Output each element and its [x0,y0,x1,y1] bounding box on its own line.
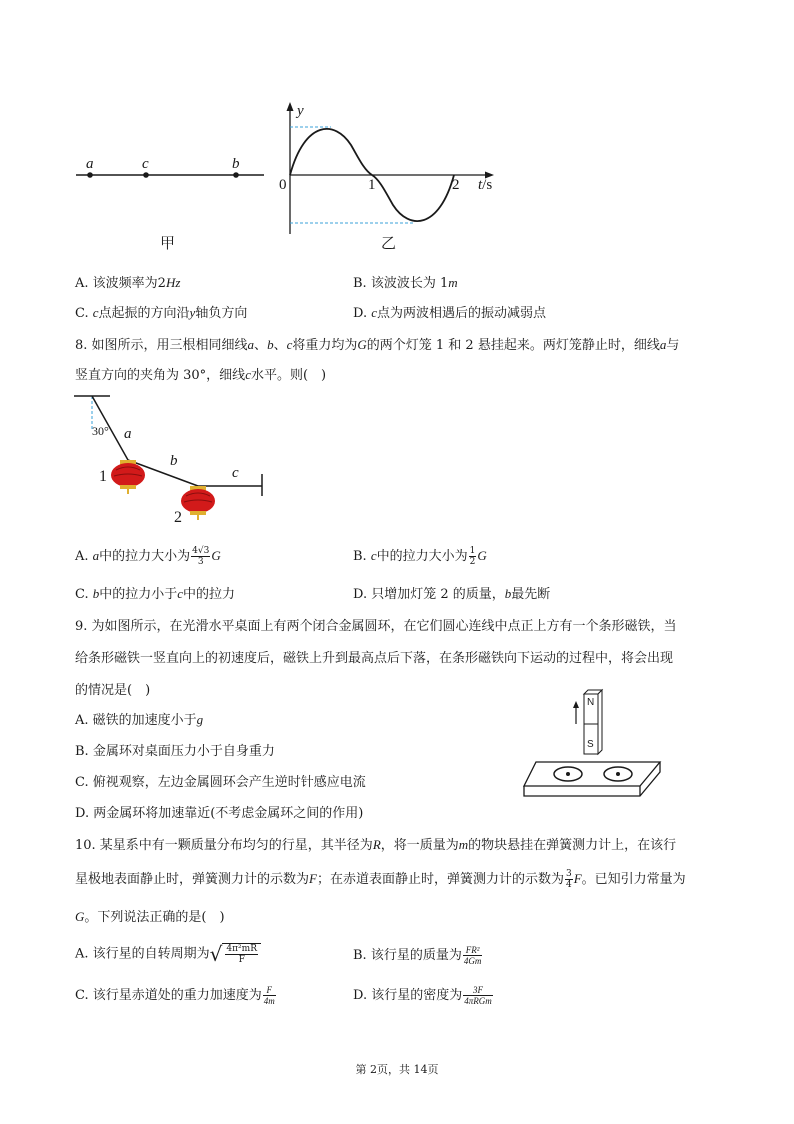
q7-b-text: B. 该波波长为 1 [353,276,449,291]
q10-stem-line2 [75,868,686,890]
figure-jia [70,150,270,200]
q7-c-var2: y [189,305,196,320]
label-b: b [232,156,240,172]
q10-option-b [353,944,483,966]
q7-d-var: c [371,305,378,320]
q10-stem-line1 [75,834,676,853]
q8-b-den: 2 [469,557,476,567]
q10-frac [565,869,573,890]
q7-c-mid: 点起振的方向沿 [98,306,190,321]
q7-c-post: 轴负方向 [195,306,248,321]
q8-var-c: c [286,337,293,352]
q7-option-d [353,302,546,321]
tick-1: 1 [368,177,376,193]
q10-l1a: 10. 某星系中有一颗质量分布均匀的行星，其半径为 [75,838,373,853]
q8-end2: 水平。则( ) [250,368,327,383]
q10-l1c: 的物块悬挂在弹簧测力计上，在该行 [468,838,677,853]
q9-stem-line3: 的情况是( ) [75,683,151,698]
label-c: c [142,156,149,172]
fig-label-b: b [170,453,178,469]
fig-label-a: a [124,426,132,442]
point-b [233,172,239,178]
label-a: a [86,156,94,172]
q8-b-var: c [370,548,377,563]
q10-l1b: ，将一质量为 [380,838,459,853]
q10-d-text: D. 该行星的密度为 [353,988,463,1003]
magnet-n-label: N [587,697,595,708]
point-c [143,172,149,178]
q10-c-text: C. 该行星赤道处的重力加速度为 [75,988,262,1003]
q8-d-post: 最先断 [511,587,551,602]
q8-end1: 与 [666,338,680,353]
q10-d-den: 4πRGm [464,996,492,1006]
table-top [524,762,660,786]
q10-option-c [75,984,277,1006]
q8-a-fraction [191,546,210,567]
q8-var-g: G [357,337,367,352]
tick-0: 0 [279,177,287,193]
q7-option-a [75,272,180,291]
caption-jia: 甲 [160,234,176,252]
q10-a-sqrt: √ $\frac{\text{4π²mR}}{F}$ [210,942,261,966]
q7-a-value: 2 [157,276,166,291]
q10-b-den: 4Gm [463,956,482,966]
q10-c-frac [263,985,276,1006]
tick-2: 2 [452,177,460,193]
q10-b-num: FR² [463,945,483,956]
q9-stem-line1: 9. 为如图所示，在光滑水平桌面上有两个闭合金属圆环，在它们圆心连线中点正上方有一个条形磁铁，当 [75,619,677,634]
q7-d-pre: D. [353,306,372,321]
q10-stem-line3 [75,906,225,925]
q10-l2a: 星极地表面静止时，弹簧测力计的示数为 [75,872,310,887]
q10-l2b: ；在赤道表面静止时，弹簧测力计的示数为 [316,872,564,887]
page-footer: 第 2页，共 14页 [355,1063,439,1076]
figure-yi-wave [270,100,500,240]
q8-mid1: 将重力均为 [292,338,358,353]
q8-c-var: b [92,586,100,601]
q10-c-num: F [263,985,276,996]
q8-a-pre: A. [75,549,93,564]
q8-option-a [75,545,221,567]
q10-l3: 。下列说法正确的是( ) [84,910,225,925]
q8-l2: 竖直方向的夹角为 30°，细线 [75,368,246,383]
q8-var-a: a [247,337,255,352]
q10-frac-den: 4 [565,880,572,890]
q10-frac-num: 3 [565,869,572,879]
q10-d-num: 3F [463,985,493,996]
q8-b-pre: B. [353,549,371,564]
q10-var-f: F [309,871,317,886]
q10-l2c: 。已知引力常量为 [581,872,686,887]
q8-var-c2: c [245,367,251,382]
q7-option-b [353,272,458,291]
q9-option-c: C. 俯视观察，左边金属圆环会产生逆时针感应电流 [75,775,366,790]
q10-a-text: A. 该行星的自转周期为 [75,946,210,962]
q8-d-var: b [504,586,512,601]
y-axis-arrow [287,102,294,111]
q8-c-pre: C. [75,587,93,602]
q10-var-f2: F [573,871,582,886]
q8-b-mid: 中的拉力大小为 [376,549,468,564]
q8-stem-line2 [75,364,326,383]
q10-var-g: G [75,909,85,924]
caption-yi: 乙 [381,234,397,252]
q10-var-r: R [372,837,381,852]
fig-label-1: 1 [99,468,107,485]
q8-var-a2: a [659,337,667,352]
magnet-s-label: S [587,739,594,750]
angle-label: 30° [92,424,109,438]
q8-option-d [353,583,550,602]
q8-a-g: G [211,548,221,563]
q8-a-num: 4√3 [192,546,210,556]
q8-b-g: G [477,548,487,563]
q8-a-den: 3 [197,557,204,567]
q8-sep2: 、 [273,338,287,353]
q8-option-b [353,545,487,567]
q7-c-pre: C. [75,306,93,321]
q9-option-b: B. 金属环对桌面压力小于自身重力 [75,744,275,759]
q9-option-a [75,709,203,728]
q8-b-fraction [469,546,477,567]
t-axis-unit: /s [482,177,493,193]
q7-a-unit: Hz [165,275,181,290]
q9-stem-line2: 给条形磁铁一竖直向上的初速度后，磁铁上升到最高点后下落，在条形磁铁向下运动的过程中，将会出现 [75,651,674,666]
q9-a-var: g [196,712,204,727]
q10-b-text: B. 该行星的质量为 [353,948,462,963]
q10-a-den: F [238,954,245,965]
q7-option-c [75,302,247,321]
q8-mid2: 的两个灯笼 1 和 2 悬挂起来。两灯笼静止时，细线 [366,338,660,353]
q8-b-num: 1 [469,546,476,556]
q8-a-var: a [92,548,100,563]
fig-label-2: 2 [174,509,182,526]
q8-c-var2: c [177,586,184,601]
q8-a-mid: 中的拉力大小为 [99,549,191,564]
q7-b-unit: m [448,275,458,290]
q10-c-den: 4m [263,996,275,1006]
q10-d-frac [463,985,493,1006]
q8-c-post: 中的拉力 [183,587,236,602]
y-axis-label: y [297,103,304,119]
q10-b-frac [463,945,483,966]
q7-d-post: 点为两波相遇后的振动减弱点 [377,306,547,321]
q8-d-pre: D. 只增加灯笼 2 的质量， [353,587,505,602]
point-a [87,172,93,178]
q10-var-m: m [458,837,469,852]
q8-sep1: 、 [254,338,268,353]
q8-var-b: b [267,337,274,352]
q8-c-mid: 中的拉力小于 [99,587,178,602]
q8-option-c [75,583,235,602]
q8-l1-a: 8. 如图所示，用三根相同细线 [75,338,248,353]
q9-option-d: D. 两金属环将加速靠近(不考虑金属环之间的作用) [75,806,364,821]
q10-option-d [353,984,494,1006]
fig-label-c: c [232,465,239,481]
q7-a-text: A. 该波频率为 [75,276,158,291]
q10-a-num: 4π²mR [226,943,257,954]
t-axis-label [478,177,492,194]
q8-stem-line1 [75,334,679,353]
q9-a-pre: A. 磁铁的加速度小于 [75,713,197,728]
q10-option-a [75,942,261,966]
lantern-2 [181,486,215,520]
q7-c-var: c [92,305,99,320]
t-axis-symbol: t [478,177,483,193]
